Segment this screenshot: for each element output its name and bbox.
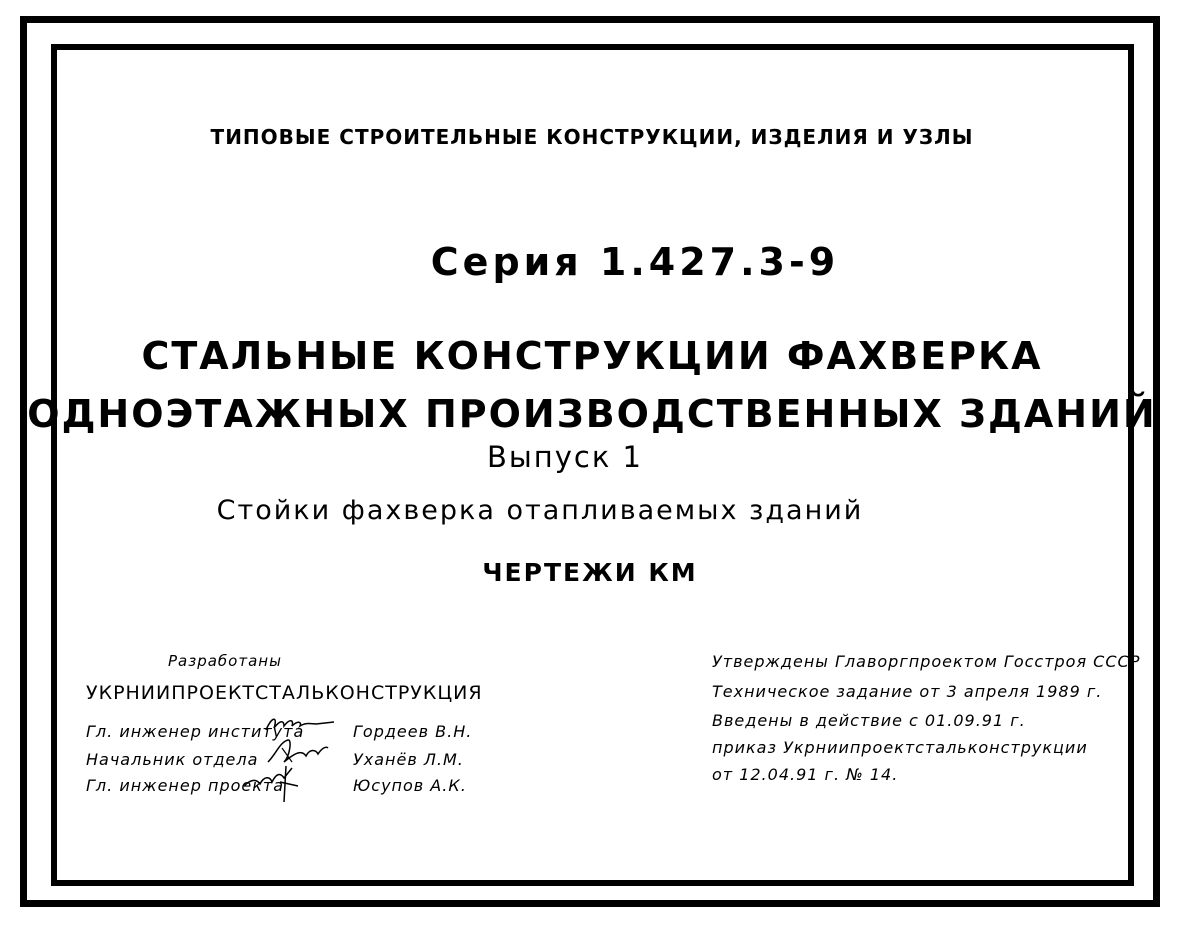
drawings-label: ЧЕРТЕЖИ КМ bbox=[482, 558, 698, 587]
developers-heading: Разработаны bbox=[168, 652, 282, 670]
developer-organization: УКРНИИПРОЕКТСТАЛЬКОНСТРУКЦИЯ bbox=[86, 682, 483, 704]
subtitle: Стойки фахверка отапливаемых зданий bbox=[216, 495, 864, 526]
staff-role: Гл. инженер проекта bbox=[86, 776, 285, 795]
staff-role: Гл. инженер института bbox=[86, 722, 305, 741]
staff-name: Уханёв Л.М. bbox=[353, 750, 464, 769]
approval-line: приказ Укрниипроектстальконструкции bbox=[712, 738, 1088, 757]
approval-line: Введены в действие с 01.09.91 г. bbox=[712, 711, 1026, 730]
staff-role: Начальник отдела bbox=[86, 750, 259, 769]
approval-line: Утверждены Главоргпроектом Госстроя СССР bbox=[712, 652, 1141, 671]
issue-label: Выпуск 1 bbox=[486, 440, 644, 474]
approval-line: Техническое задание от 3 апреля 1989 г. bbox=[712, 682, 1103, 701]
approval-line: от 12.04.91 г. № 14. bbox=[712, 765, 899, 784]
title-line-1: СТАЛЬНЫЕ КОНСТРУКЦИИ ФАХВЕРКА bbox=[141, 334, 1043, 378]
staff-name: Гордеев В.Н. bbox=[353, 722, 473, 741]
signature-1 bbox=[262, 712, 337, 736]
staff-name: Юсупов А.К. bbox=[353, 776, 467, 795]
title-line-2: ОДНОЭТАЖНЫХ ПРОИЗВОДСТВЕННЫХ ЗДАНИЙ bbox=[27, 392, 1157, 436]
series-heading: ТИПОВЫЕ СТРОИТЕЛЬНЫЕ КОНСТРУКЦИИ, ИЗДЕЛИЯ И УЗЛЫ bbox=[210, 125, 974, 149]
signature-3 bbox=[240, 762, 320, 806]
series-number: Серия 1.427.3-9 bbox=[430, 240, 840, 284]
